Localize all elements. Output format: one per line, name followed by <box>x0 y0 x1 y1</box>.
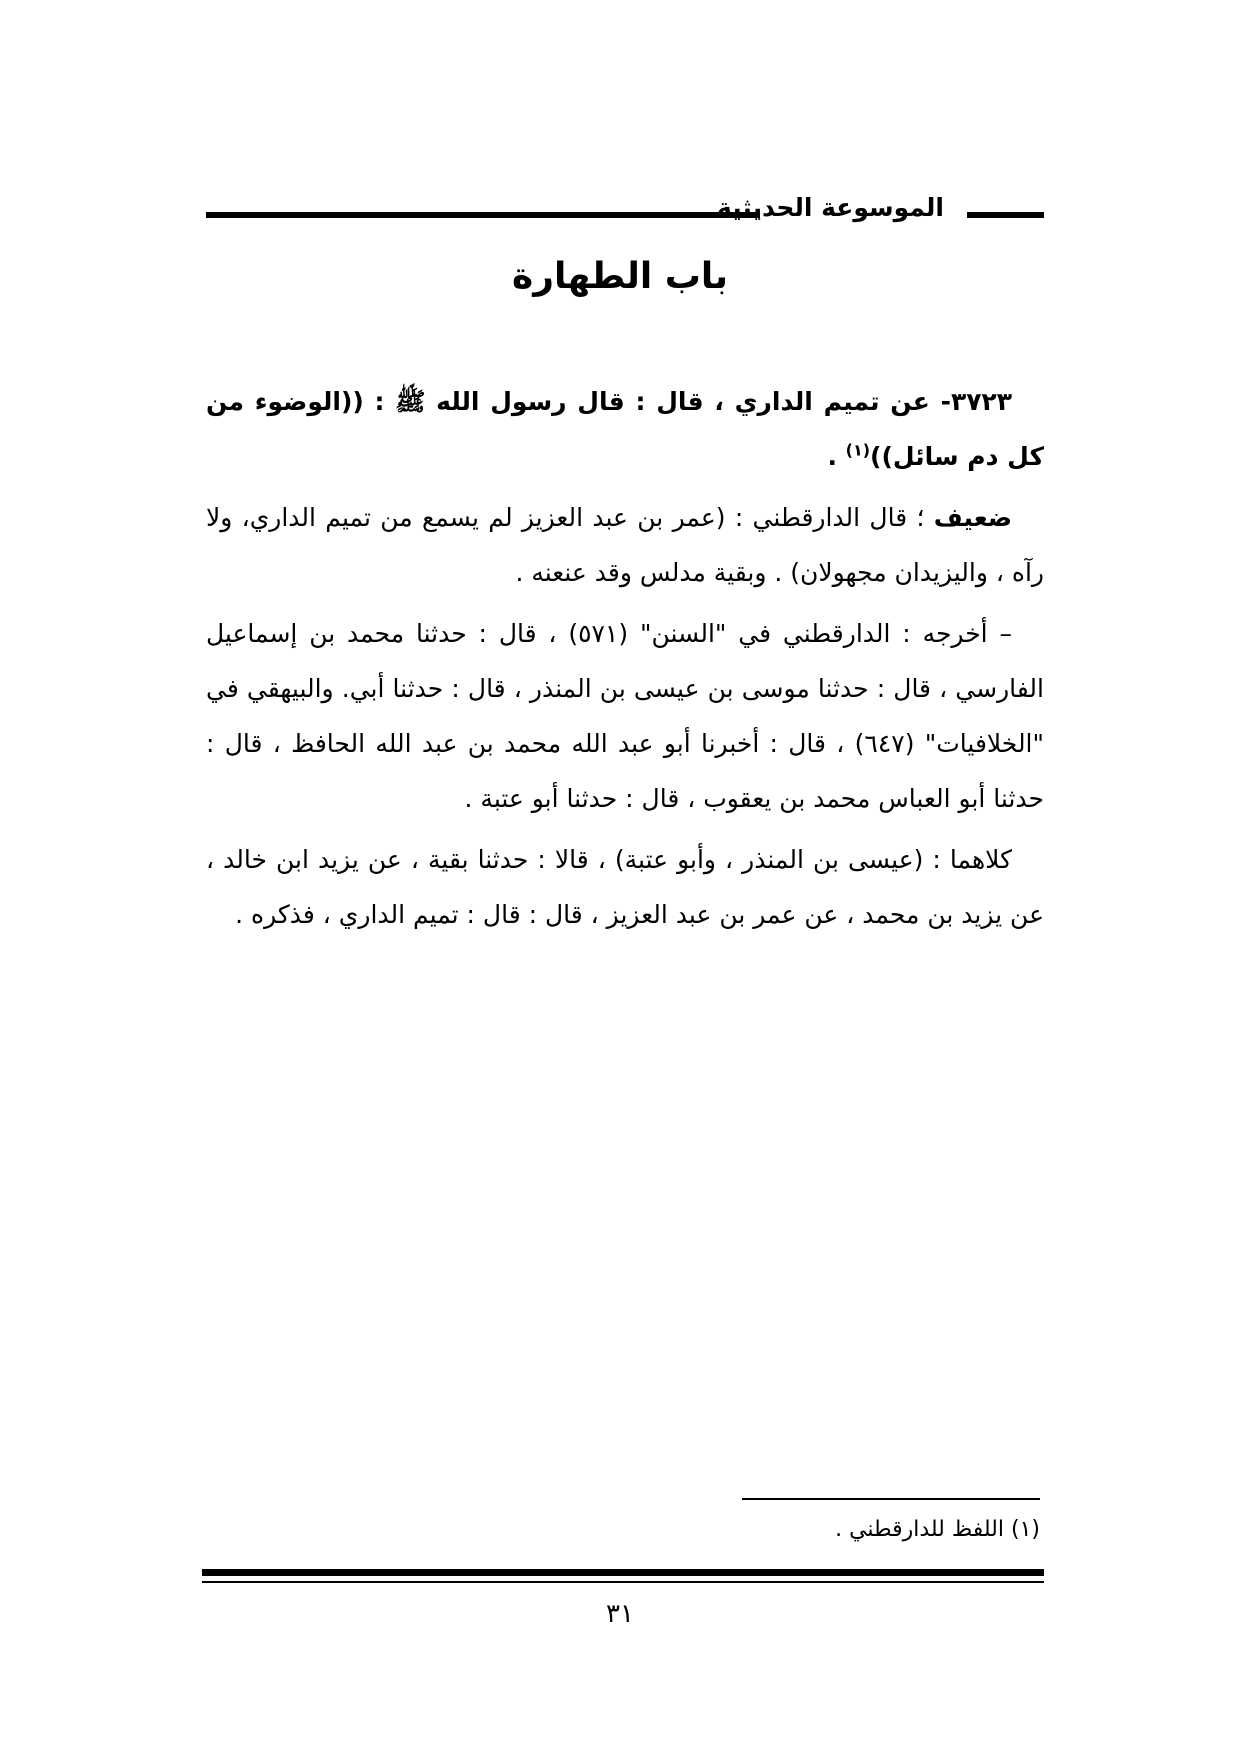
takhrij-paragraph: – أخرجه : الدارقطني في "السنن" (٥٧١) ، قال : حدثنا محمد بن إسماعيل الفارسي ، قال : حدثنا موسى بن عيسى بن المنذر ، قال : حدثنا أبي. والبيهقي في "الخلافيات" (٦٤٧) ، قال : أخبرنا أبو عبد الله محمد بن عبد الله الحافظ ، قال : حدثنا أبو العباس محمد بن يعقوب ، قال : حدثنا أبو عتبة . <box>206 619 1045 813</box>
entry-body <box>206 374 1044 942</box>
hadith-text: ٣٧٢٣- عن تميم الداري ، قال : قال رسول الله ﷺ : ((الوضوء من كل دم سائل)) <box>206 387 1044 471</box>
footnote-reference: (١) <box>845 440 871 460</box>
grade-label: ضعيف <box>933 503 1012 532</box>
header-rule-long <box>206 212 760 218</box>
running-header <box>206 190 1044 230</box>
isnad-paragraph: كلاهما : (عيسى بن المنذر ، وأبو عتبة) ، قالا : حدثنا بقية ، عن يزيد ابن خالد ، عن يزيد بن محمد ، عن عمر بن عبد العزيز ، قال : قال : تميم الداري ، فذكره . <box>206 845 1044 929</box>
footnote: (١) اللفظ للدارقطني . <box>835 1517 1040 1542</box>
footer-rule-thin <box>202 1581 1044 1583</box>
footnote-separator <box>742 1498 1040 1500</box>
hadith-paragraph <box>206 374 1044 484</box>
header-title: الموسوعة الحديثية <box>717 193 944 222</box>
hadith-end: . <box>827 442 846 471</box>
grade-paragraph <box>206 490 1044 600</box>
page-number: ٣١ <box>606 1599 634 1629</box>
header-rule-short <box>967 212 1044 218</box>
chapter-title: باب الطهارة <box>512 256 728 297</box>
footer-rule-thick <box>202 1569 1044 1576</box>
grade-text: ؛ قال الدارقطني : (عمر بن عبد العزيز لم يسمع من تميم الداري، ولا رآه ، واليزيدان مجهولان) . وبقية مدلس وقد عنعنه . <box>206 503 1044 587</box>
